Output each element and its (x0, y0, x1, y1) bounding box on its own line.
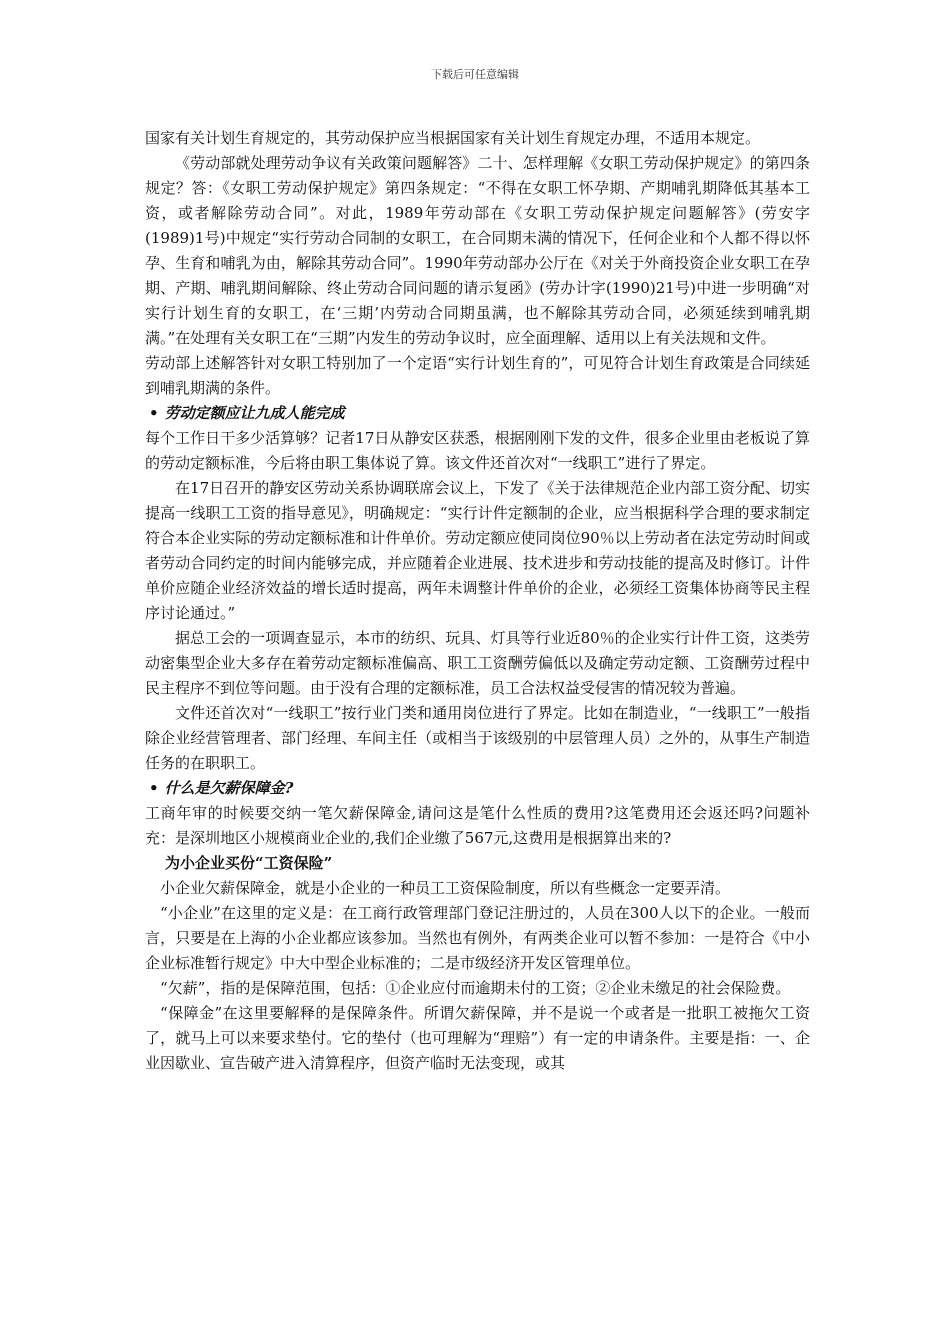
paragraph: 国家有关计划生育规定的，其劳动保护应当根据国家有关计划生育规定办理，不适用本规定。 (145, 129, 761, 147)
paragraph: “小企业”在这里的定义是：在工商行政管理部门登记注册过的，人员在300人以下的企业。一般而言，只要是在上海的小企业都应该参加。当然也有例外，有两类企业可以暂不参加：一是符合《中小企业标准暂行规定》中大中型企业标准的；二是市级经济开发区管理单位。 (145, 904, 810, 972)
bullet-icon: • (149, 404, 159, 422)
paragraph: 劳动部上述解答针对女职工特别加了一个定语“实行计划生育的”，可见符合计划生育政策是合同续延到哺乳期满的条件。 (145, 354, 810, 397)
paragraph: 据总工会的一项调查显示，本市的纺织、玩具、灯具等行业近80％的企业实行计件工资，这类劳动密集型企业大多存在着劳动定额标准偏高、职工工资酬劳偏低以及确定劳动定额、工资酬劳过程中民主程序不到位等问题。由于没有合理的定额标准，员工合法权益受侵害的情况较为普遍。 (145, 629, 810, 697)
paragraph: 在17日召开的静安区劳动关系协调联席会议上，下发了《关于法律规范企业内部工资分配、切实提高一线职工工资的指导意见》，明确规定：“实行计件定额制的企业，应当根据科学合理的要求制定符合本企业实际的劳动定额标准和计件单价。劳动定额应使同岗位90％以上劳动者在法定劳动时间或者劳动合同约定的时间内能够完成，并应随着企业进展、技术进步和劳动技能的提高及时修订。计件单价应随企业经济效益的增长适时提高，两年未调整计件单价的企业，必须经工资集体协商等民主程序讨论通过。” (145, 479, 810, 622)
paragraph: 工商年审的时候要交纳一笔欠薪保障金,请问这是笔什么性质的费用?这笔费用还会返还吗?问题补充：是深圳地区小规模商业企业的,我们企业缴了567元,这费用是根据算出来的? (145, 804, 810, 847)
document-body (145, 126, 810, 1076)
page-header: 下载后可任意编辑 (431, 68, 519, 81)
paragraph: 文件还首次对“一线职工”按行业门类和通用岗位进行了界定。比如在制造业，“一线职工”一般指除企业经营管理者、部门经理、车间主任（或相当于该级别的中层管理人员）之外的，从事生产制造任务的在职职工。 (145, 704, 810, 772)
section-heading (145, 776, 810, 801)
paragraph: 每个工作日干多少活算够？记者17日从静安区获悉，根据刚刚下发的文件，很多企业里由老板说了算的劳动定额标准，今后将由职工集体说了算。该文件还首次对“一线职工”进行了界定。 (145, 429, 810, 472)
paragraph: 小企业欠薪保障金，就是小企业的一种员工工资保险制度，所以有些概念一定要弄清。 (160, 879, 731, 897)
section-heading (145, 401, 810, 426)
paragraph: “欠薪”，指的是保障范围，包括：①企业应付而逾期未付的工资；②企业未缴足的社会保险费。 (160, 979, 791, 997)
paragraph: “保障金”在这里要解释的是保障条件。所谓欠薪保障，并不是说一个或者是一批职工被拖欠工资了，就马上可以来要求垫付。它的垫付（也可理解为“理赔”）有一定的申请条件。主要是指：一、企业因歇业、宣告破产进入清算程序，但资产临时无法变现，或其 (145, 1004, 810, 1072)
bullet-icon: • (149, 779, 159, 797)
section-heading-text: 劳动定额应让九成人能完成 (164, 404, 345, 422)
paragraph: 《劳动部就处理劳动争议有关政策问题解答》二十、怎样理解《女职工劳动保护规定》的第四条规定？答：《女职工劳动保护规定》第四条规定：“不得在女职工怀孕期、产期哺乳期降低其基本工资，或者解除劳动合同”。对此，1989年劳动部在《女职工劳动保护规定问题解答》(劳安字(1989)1号)中规定“实行劳动合同制的女职工，在合同期未满的情况下，任何企业和个人都不得以怀孕、生育和哺乳为由，解除其劳动合同”。1990年劳动部办公厅在《对关于外商投资企业女职工在孕期、产期、哺乳期间解除、终止劳动合同问题的请示复函》(劳办计字(1990)21号)中进一步明确“对实行计划生育的女职工，在‘三期’内劳动合同期虽满，也不解除其劳动合同，必须延续到哺乳期满。”在处理有关女职工在“三期”内发生的劳动争议时，应全面理解、适用以上有关法规和文件。 (145, 154, 810, 347)
subheading: 为小企业买份“工资保险” (165, 854, 333, 872)
section-heading-text: 什么是欠薪保障金? (164, 779, 294, 797)
